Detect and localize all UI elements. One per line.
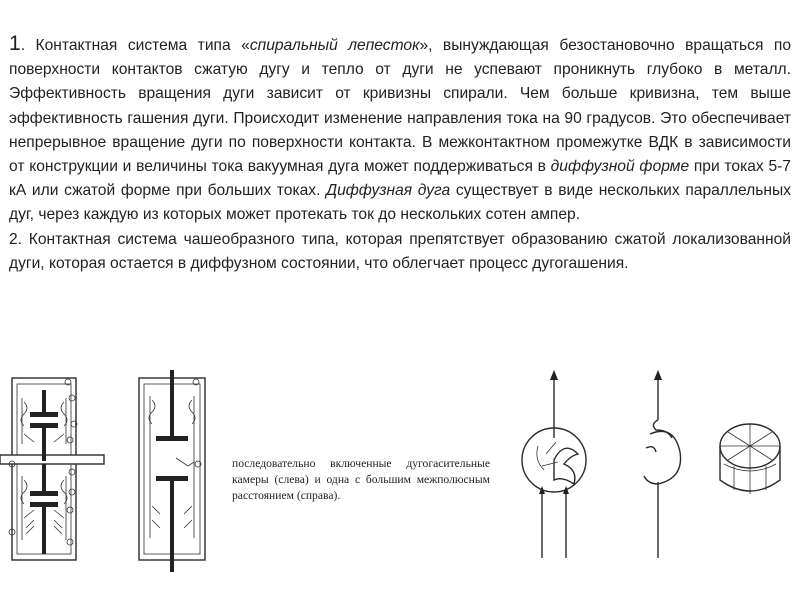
- paragraph-1: [9, 32, 791, 228]
- paragraph-number: 1: [9, 32, 21, 55]
- main-text: [9, 32, 791, 276]
- figure-caption: последовательно включенные дугогасительные камеры (слева) и одна с большим межполюсным расстоянием (справа).: [232, 457, 490, 502]
- term-spiral-petal: спиральный лепесток: [249, 37, 420, 54]
- paragraph-1-body: », вынуждающая безостановочно вращаться по поверхности контактов сжатую дугу и тепло от дуги не успевают проникнуть глубоко в металл. Эффективность вращения дуги зависит от кривизны спирали. Чем больше кривизна, тем выше эффективность гашения дуги. Происходит изменение направления тока на 90 градусов. Это обеспечивает непрерывное вращение дуги по поверхности контакта. В межконтактном промежутке ВДК в зависимости от конструкции и величины тока вакуумная дуга может поддерживаться в: [9, 37, 792, 176]
- cup-contact-3d-figure: [714, 418, 788, 508]
- series-chambers-figure: [0, 368, 110, 573]
- paragraph-1-mid: при токах 5-7 кА или сжатой форме при больших токах.: [9, 158, 791, 200]
- term-diffuse-form: диффузной форме: [550, 158, 690, 176]
- paragraph-1-lead: . Контактная система типа «: [20, 37, 250, 54]
- cup-contact-side-figure: [620, 368, 700, 568]
- long-gap-chamber-figure: [134, 368, 214, 573]
- term-diffuse-arc: Диффузная дуга: [326, 182, 451, 200]
- spiral-contact-figure: [512, 368, 596, 568]
- paragraph-2: 2. Контактная система чашеобразного типа, которая препятствует образованию сжатой локализованной дуги, которая остается в диффузном состоянии, что облегчает процесс дугогашения.: [9, 230, 791, 272]
- paragraph-1-end: существует в виде нескольких параллельных дуг, через каждую из которых может протекать ток до нескольких сотен ампер.: [9, 182, 791, 224]
